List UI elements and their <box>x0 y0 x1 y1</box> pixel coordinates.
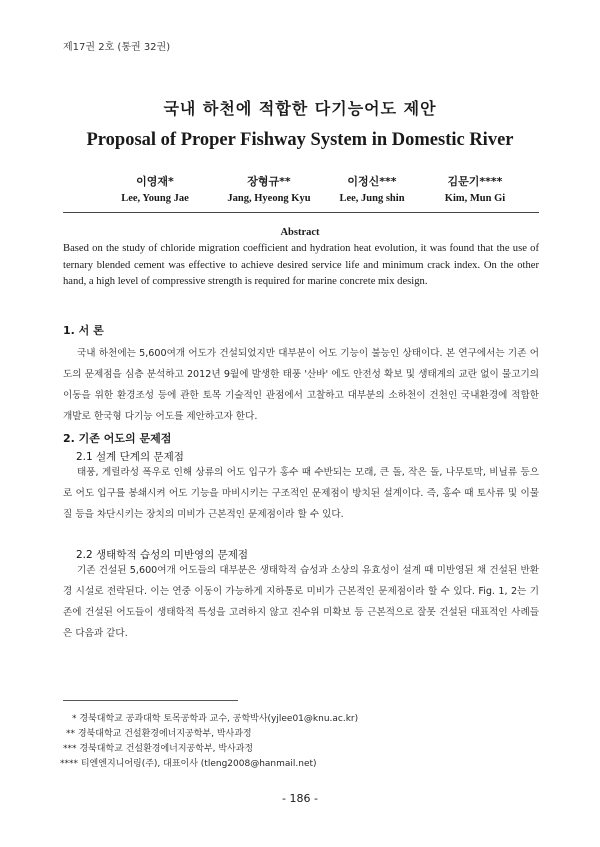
section-2-2-text: 기존 건설된 5,600여개 어도들의 대부분은 생태학적 습성과 소상의 유효성이 설계 때 미반영된 채 건설된 반환경 시설로 전락된다. 이는 연중 이동이 가능하게 지하통로 미비가 근본적인 문제점이라 할 수 있다. Fig. 1, 2는 기존에 건설된 어도들이 생태학적 특성을 고려하지 않고 진수위 미확보 등 근본적으로 잘못 건설된 대표적인 사례들은 다음과 같다. <box>63 565 539 639</box>
footnote-4: **** 티엔엔지니어링(주), 대표이사 (tleng2008@hanmail.net) <box>60 759 317 769</box>
author-4-english-name: Kim, Mun Gi <box>444 193 506 204</box>
author-1-korean-name: 이영재* <box>136 175 174 188</box>
author-1-english-name: Lee, Young Jae <box>121 193 189 204</box>
author-4 <box>420 173 530 204</box>
abstract-text: Based on the study of chloride migration coefficient and hydration heat evolution, it was found that the use of ternary blended cement was effective to achieve desired service life and minimum crack index. On the other hand, a high level of compressive strength is required for marine concrete mix design. <box>63 243 539 287</box>
footnotes <box>60 712 358 772</box>
author-2-korean-name: 장형규** <box>247 175 291 188</box>
section-1-text: 국내 하천에는 5,600여개 어도가 건설되었지만 대부분이 어도 기능이 불능인 상태이다. 본 연구에서는 기존 어도의 문제점을 심층 분석하고 2012년 9월에 발생한 태풍 '산바' 에도 안전성 확보 및 생태계의 교란 없이 물고기의 이동을 위한 환경조성 등에 관한 토목 기술적인 관점에서 고찰하고 대부분의 소하천이 건천인 국내환경에 적합한 개발로 한국형 다기능 어도를 제안하고자 한다. <box>63 348 539 422</box>
author-divider <box>63 212 539 213</box>
section-2-heading: 2. 기존 어도의 문제점 <box>63 432 172 445</box>
footnote-divider <box>63 700 238 701</box>
author-3-korean-name: 이정신*** <box>347 175 397 188</box>
abstract-heading: Abstract <box>280 227 320 238</box>
author-3 <box>317 173 427 204</box>
page-number: - 186 - <box>282 792 318 805</box>
journal-issue-header: 제17권 2호 (통권 32권) <box>63 42 171 53</box>
author-1 <box>100 173 210 204</box>
section-2-2-heading: 2.2 생태학적 습성의 미반영의 문제점 <box>76 549 249 561</box>
title-korean: 국내 하천에 적합한 다기능어도 제안 <box>163 99 437 118</box>
section-2-1-heading: 2.1 설계 단계의 문제점 <box>76 451 184 463</box>
author-3-english-name: Lee, Jung shin <box>339 193 405 204</box>
author-2 <box>214 173 324 204</box>
title-english: Proposal of Proper Fishway System in Domestic River <box>86 130 514 150</box>
footnote-1: * 경북대학교 공과대학 토목공학과 교수, 공학박사(yjlee01@knu.ac.kr) <box>72 714 359 724</box>
author-4-korean-name: 김문기**** <box>447 175 503 188</box>
footnote-3: *** 경북대학교 건설환경에너지공학부, 박사과정 <box>63 744 254 754</box>
section-1-heading: 1. 서 론 <box>63 324 104 337</box>
footnote-2: ** 경북대학교 건설환경에너지공학부, 박사과정 <box>66 729 252 739</box>
author-2-english-name: Jang, Hyeong Kyu <box>227 193 311 204</box>
section-2-1-text: 태풍, 게릴라성 폭우로 인해 상류의 어도 입구가 홍수 때 수반되는 모래, 큰 돌, 작은 돌, 나무토막, 비닐류 등으로 어도 입구를 봉쇄시켜 어도 기능을 마비시키는 구조적인 문제점이 방치된 설계이다. 즉, 홍수 때 토사류 및 이물질 등을 차단시키는 장치의 미비가 근본적인 문제점이라 할 수 있다. <box>63 467 539 520</box>
